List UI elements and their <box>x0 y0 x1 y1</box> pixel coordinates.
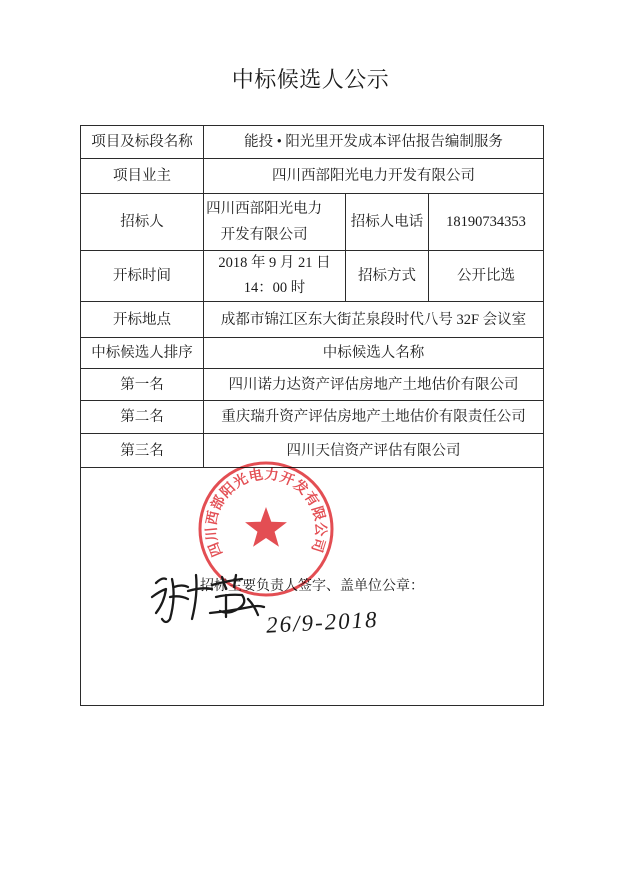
opening-location-value: 成都市锦江区东大街芷泉段时代八号 32F 会议室 <box>204 302 544 338</box>
star-icon <box>245 507 287 547</box>
candidate-name: 四川诺力达资产评估房地产土地估价有限公司 <box>204 369 544 401</box>
tenderer-phone-label: 招标人电话 <box>346 194 429 251</box>
row-candidate-header <box>81 338 544 369</box>
tender-method-label: 招标方式 <box>346 251 429 302</box>
candidate-name-header: 中标候选人名称 <box>204 338 544 369</box>
candidate-name: 重庆瑞升资产评估房地产土地估价有限责任公司 <box>204 401 544 434</box>
row-opening-time <box>81 251 544 302</box>
project-name-value: 能投 • 阳光里开发成本评估报告编制服务 <box>204 126 544 159</box>
handwritten-date-text: 26/9-2018 <box>265 606 380 638</box>
opening-time-label: 开标时间 <box>81 251 204 302</box>
row-project-name <box>81 126 544 159</box>
candidate-rank-header: 中标候选人排序 <box>81 338 204 369</box>
opening-time-date: 2018 年 9 月 21 日 <box>218 255 331 271</box>
opening-time-hour: 14：00 时 <box>243 280 306 296</box>
candidate-name: 四川天信资产评估有限公司 <box>204 434 544 468</box>
signature-label: 招标主要负责人签字、盖单位公章： <box>200 578 424 594</box>
row-tenderer <box>81 194 544 251</box>
tenderer-label: 招标人 <box>81 194 204 251</box>
opening-time-value <box>204 251 346 302</box>
row-project-owner <box>81 159 544 194</box>
seal-text-path: 四川西部阳光电力开发有限公司 <box>203 466 329 559</box>
opening-location-label: 开标地点 <box>81 302 204 338</box>
handwritten-date <box>258 592 388 644</box>
project-owner-label: 项目业主 <box>81 159 204 194</box>
candidate-row <box>81 401 544 434</box>
row-opening-location <box>81 302 544 338</box>
project-name-label: 项目及标段名称 <box>81 126 204 159</box>
candidate-rank: 第一名 <box>81 369 204 401</box>
page-title: 中标候选人公示 <box>231 67 390 92</box>
tenderer-value: 四川西部阳光电力开发有限公司 <box>206 201 323 243</box>
tenderer-value-cell <box>204 194 346 251</box>
tenderer-phone-value: 18190734353 <box>429 194 544 251</box>
project-owner-value: 四川西部阳光电力开发有限公司 <box>204 159 544 194</box>
candidate-row <box>81 369 544 401</box>
tender-method-value: 公开比选 <box>429 251 544 302</box>
candidate-rank: 第三名 <box>81 434 204 468</box>
candidate-rank: 第二名 <box>81 401 204 434</box>
